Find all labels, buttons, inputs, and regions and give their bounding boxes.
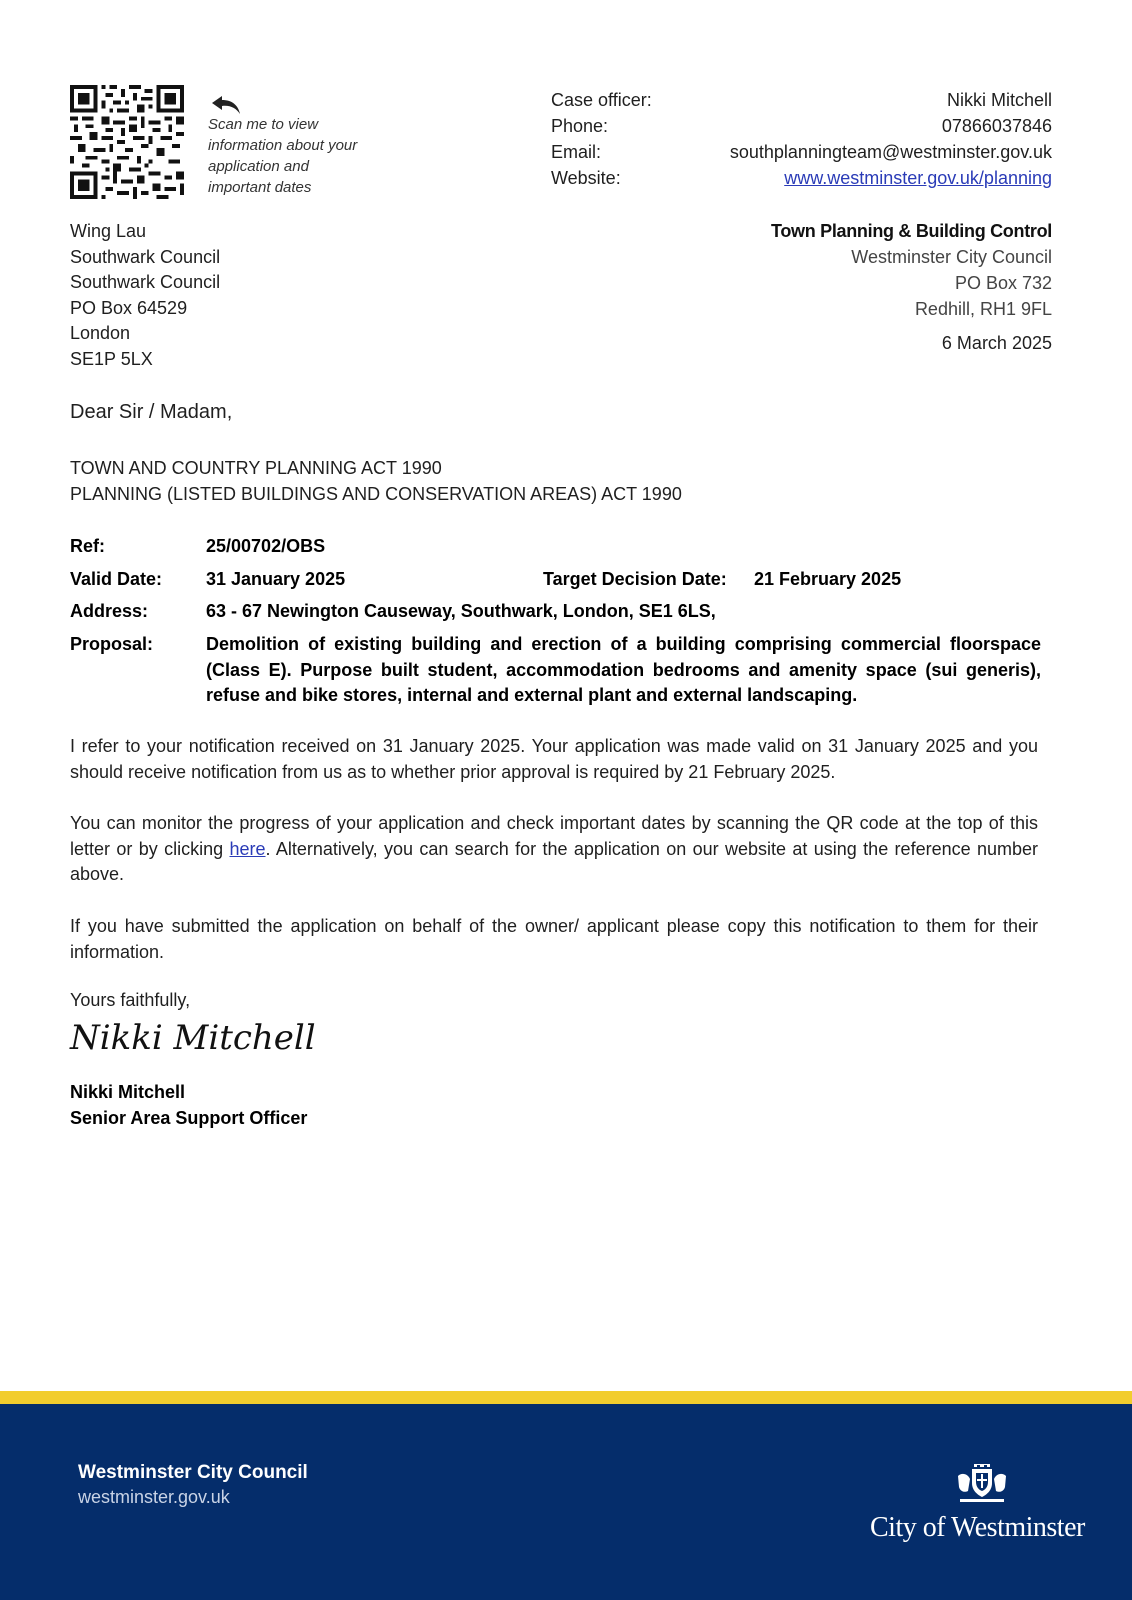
proposal-label: Proposal:	[70, 634, 154, 654]
reply-arrow-icon	[210, 94, 242, 116]
signoff-name: Nikki Mitchell	[70, 1082, 186, 1102]
valid-date-value: 31 January 2025	[206, 569, 346, 589]
recipient-line: Southwark Council	[70, 272, 221, 292]
letter-date: 6 March 2025	[941, 333, 1052, 353]
legislation-headings	[70, 456, 682, 507]
contact-label: Case officer:	[551, 90, 652, 110]
qr-code[interactable]	[70, 85, 184, 199]
contact-label: Website:	[551, 168, 621, 188]
sender-department: Town Planning & Building Control	[770, 221, 1052, 241]
footer-council-name: Westminster City Council	[78, 1462, 308, 1483]
footer-stripe	[0, 1391, 1132, 1404]
city-of-westminster-logo: City of Westminster	[870, 1512, 1085, 1543]
contact-row-phone	[551, 113, 1052, 139]
recipient-line: SE1P 5LX	[70, 348, 153, 369]
sender-line: Redhill, RH1 9FL	[914, 299, 1052, 319]
sender-line: Westminster City Council	[851, 247, 1052, 267]
recipient-line: Wing Lau	[70, 221, 147, 241]
target-date-value: 21 February 2025	[754, 569, 902, 589]
target-date-label: Target Decision Date:	[543, 569, 727, 589]
contact-label: Phone:	[551, 116, 609, 136]
email-value: southplanningteam@westminster.gov.uk	[729, 142, 1052, 162]
body-paragraph-1: I refer to your notification received on 31 January 2025. Your application was made valid on 31 January 2025 and you should receive notification from us as to whether prior approval is required by 21 February 2025.	[70, 736, 1038, 782]
here-link[interactable]: here	[229, 838, 266, 859]
sender-line: PO Box 732	[954, 273, 1052, 293]
body-paragraph-2	[70, 811, 1038, 888]
recipient-line: London	[70, 323, 131, 343]
recipient-line: PO Box 64529	[70, 297, 188, 318]
proposal-value: Demolition of existing building and erection of a building comprising commercial floorspace (Class E). Purpose built student, accommodation bedrooms and amenity space (sui generis), refuse and bike stores, internal and external plant and external landscaping.	[206, 634, 1041, 705]
contact-row-officer	[551, 87, 1052, 113]
qr-caption: Scan me to view information about your application and important dates	[208, 116, 358, 196]
paragraph-text: . Alternatively, you can search for the application on our website at using the reference number above.	[70, 838, 1038, 884]
address-label: Address:	[70, 601, 149, 621]
sender-address	[600, 218, 1052, 322]
crest-icon	[954, 1460, 1010, 1504]
paragraph-text: You can monitor the progress of your application and check important dates by scanning the QR code at the top of this letter or by clicking	[70, 813, 1038, 859]
body-paragraph-3: If you have submitted the application on behalf of the owner/ applicant please copy this notification to them for their information.	[70, 916, 1038, 962]
ref-label: Ref:	[70, 536, 105, 556]
contact-value: 07866037846	[941, 116, 1052, 136]
address-value: 63 - 67 Newington Causeway, Southwark, London, SE1 6LS,	[206, 601, 716, 621]
contact-value: Nikki Mitchell	[946, 90, 1052, 110]
signoff	[70, 1080, 307, 1131]
handwritten-signature: Nikki Mitchell	[70, 1018, 316, 1058]
contact-row-website	[551, 165, 1052, 191]
website-link[interactable]: www.westminster.gov.uk/planning	[784, 168, 1052, 188]
act-line: TOWN AND COUNTRY PLANNING ACT 1990	[70, 458, 442, 478]
recipient-line: Southwark Council	[70, 246, 221, 267]
footer-url[interactable]: westminster.gov.uk	[78, 1487, 230, 1507]
closing: Yours faithfully,	[70, 990, 191, 1010]
recipient-address	[70, 219, 220, 372]
contact-row-email	[551, 139, 1052, 165]
valid-date-label: Valid Date:	[70, 569, 163, 589]
salutation: Dear Sir / Madam,	[70, 401, 233, 423]
signoff-title: Senior Area Support Officer	[70, 1107, 308, 1128]
contact-block	[551, 87, 1052, 191]
ref-value: 25/00702/OBS	[206, 536, 326, 556]
act-line: PLANNING (LISTED BUILDINGS AND CONSERVATION AREAS) ACT 1990	[70, 483, 682, 504]
contact-label: Email:	[551, 142, 602, 162]
